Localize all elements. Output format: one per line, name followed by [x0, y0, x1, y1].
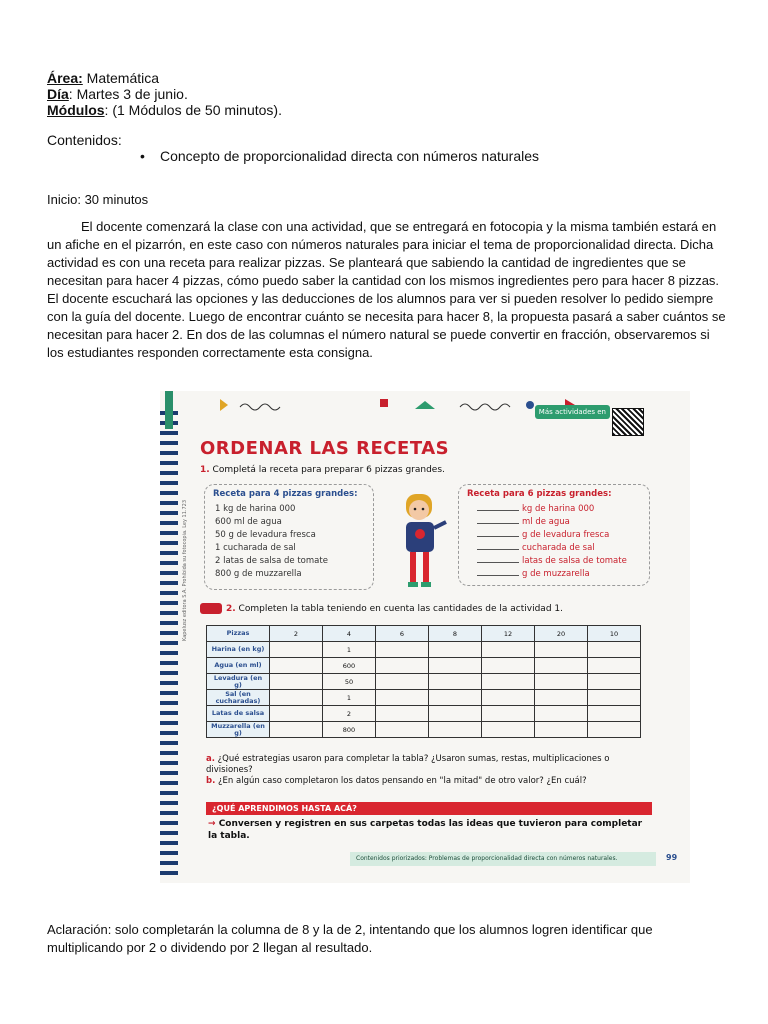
girl-illustration-icon: [392, 492, 448, 592]
table-row: Sal (en cucharadas) 1: [207, 690, 641, 706]
dia-value: : Martes 3 de junio.: [68, 86, 188, 102]
footer-contenidos: Contenidos priorizados: Problemas de proporcionalidad directa con números naturales.: [350, 852, 656, 866]
recipe-6-heading: Receta para 6 pizzas grandes:: [467, 489, 612, 499]
q2-text: Completen la tabla teniendo en cuenta las cantidades de la actividad 1.: [235, 604, 563, 614]
page-number: 99: [666, 853, 678, 862]
dia-label: Día: [47, 86, 69, 102]
question-2: [200, 603, 563, 614]
questions-ab: [206, 754, 656, 787]
recipe-6-item: kg de harina 000: [477, 503, 649, 516]
qa-a-text: ¿Qué estrategias usaron para completar la tabla? ¿Usaron sumas, restas, multiplicaciones o divisiones?: [206, 754, 610, 775]
que-aprendimos-band: ¿QUÉ APRENDIMOS HASTA ACÁ?: [206, 802, 652, 815]
table-header-row: [207, 626, 641, 642]
q2-number: 2.: [226, 604, 236, 614]
arrow-right-icon: →: [208, 819, 219, 829]
contenidos-item: Concepto de proporcionalidad directa con números naturales: [160, 148, 540, 164]
header-block: [47, 70, 282, 118]
recipe-4-item: 2 latas de salsa de tomate: [215, 556, 328, 566]
aclaracion-text: Aclaración: solo completarán la columna de 8 y la de 2, intentando que los alumnos logren identificar que multiplicando por 2 o dividendo por 2 llegan al resultado.: [47, 922, 653, 955]
table-row: Agua (en ml) 600: [207, 658, 641, 674]
table-row: Muzzarella (en g) 800: [207, 722, 641, 738]
qa-b-label: b.: [206, 776, 216, 786]
recipe-6-box: [458, 484, 650, 586]
copyright-side-text: Kapelusz editora S.A. Prohibida su fotocopia. Ley 11.723: [182, 499, 188, 641]
green-corner-decoration: [165, 391, 173, 429]
recipe-4-item: 600 ml de agua: [215, 517, 282, 527]
table-row: Latas de salsa 2: [207, 706, 641, 722]
bullet-icon: •: [140, 148, 145, 164]
table-header-cell: 2: [270, 626, 323, 642]
mas-actividades-badge: Más actividades en: [535, 405, 610, 419]
q1-text: Completá la receta para preparar 6 pizzas grandes.: [209, 465, 445, 475]
worksheet-image: [160, 391, 690, 883]
table-header-cell: 20: [535, 626, 588, 642]
spiral-binding: [160, 411, 178, 881]
qr-code-icon: [612, 408, 644, 436]
recipe-4-box: [204, 484, 374, 590]
proportion-table: [206, 625, 641, 738]
table-header-cell: 10: [588, 626, 641, 642]
recipe-6-item: g de muzzarella: [477, 568, 649, 581]
recipe-4-item: 1 cucharada de sal: [215, 543, 296, 553]
recipe-6-item: latas de salsa de tomate: [477, 555, 649, 568]
table-header-cell: 8: [429, 626, 482, 642]
recipe-6-item: cucharada de sal: [477, 542, 649, 555]
table-header-cell: 6: [376, 626, 429, 642]
area-value: Matemática: [82, 70, 160, 86]
area-label: Área:: [47, 70, 83, 86]
table-row: Levadura (en g) 50: [207, 674, 641, 690]
contenidos-label: Contenidos:: [47, 132, 122, 148]
worksheet-title: ORDENAR LAS RECETAS: [200, 438, 450, 459]
table-header-cell: 12: [482, 626, 535, 642]
inicio-line: Inicio: 30 minutos: [47, 192, 149, 207]
qa-b-text: ¿En algún caso completaron los datos pensando en "la mitad" de otro valor? ¿En cuál?: [215, 776, 587, 786]
main-paragraph: El docente comenzará la clase con una actividad, que se entregará en fotocopia y la misma también estará en un afiche en el pizarrón, en este caso con números naturales para iniciar el tema de proporcionalidad directa. Dicha actividad es con una receta para realizar pizzas. Se planteará que sabiendo la cantidad de ingredientes que se necesitan para hacer 4 pizzas, cómo puedo saber la cantidad con los mismos ingredientes pero para hacer 8 pizzas. El docente escuchará las opciones y las deducciones de los alumnos para ver si pueden resolver lo pedido siempre con la guía del docente. Luego de encontrar cuánto se necesita para hacer 8, la propuesta pasará a saber cuántos se necesitan para hacer 2. En dos de las columnas el número natural se puede convertir en fracción, observaremos si los estudiantes responden correctamente esta consigna.: [47, 219, 726, 360]
recipe-4-item: 1 kg de harina 000: [215, 504, 296, 514]
conversen-text: → Conversen y registren en sus carpetas todas las ideas que tuvieron para completar la tabla.: [208, 819, 643, 841]
q1-number: 1.: [200, 465, 210, 475]
recipe-4-heading: Receta para 4 pizzas grandes:: [213, 489, 358, 499]
group-activity-icon: [200, 603, 222, 614]
table-header-cell: Pizzas: [207, 626, 270, 642]
qa-a-label: a.: [206, 754, 215, 764]
table-header-cell: 4: [323, 626, 376, 642]
question-1: [200, 465, 445, 475]
contenidos-bullet: [140, 148, 539, 164]
modulos-value: : (1 Módulos de 50 minutos).: [104, 102, 282, 118]
table-row: Harina (en kg) 1: [207, 642, 641, 658]
modulos-label: Módulos: [47, 102, 105, 118]
recipe-6-item: ml de agua: [477, 516, 649, 529]
recipe-4-item: 800 g de muzzarella: [215, 569, 302, 579]
recipe-4-item: 50 g de levadura fresca: [215, 530, 316, 540]
recipe-6-item: g de levadura fresca: [477, 529, 649, 542]
